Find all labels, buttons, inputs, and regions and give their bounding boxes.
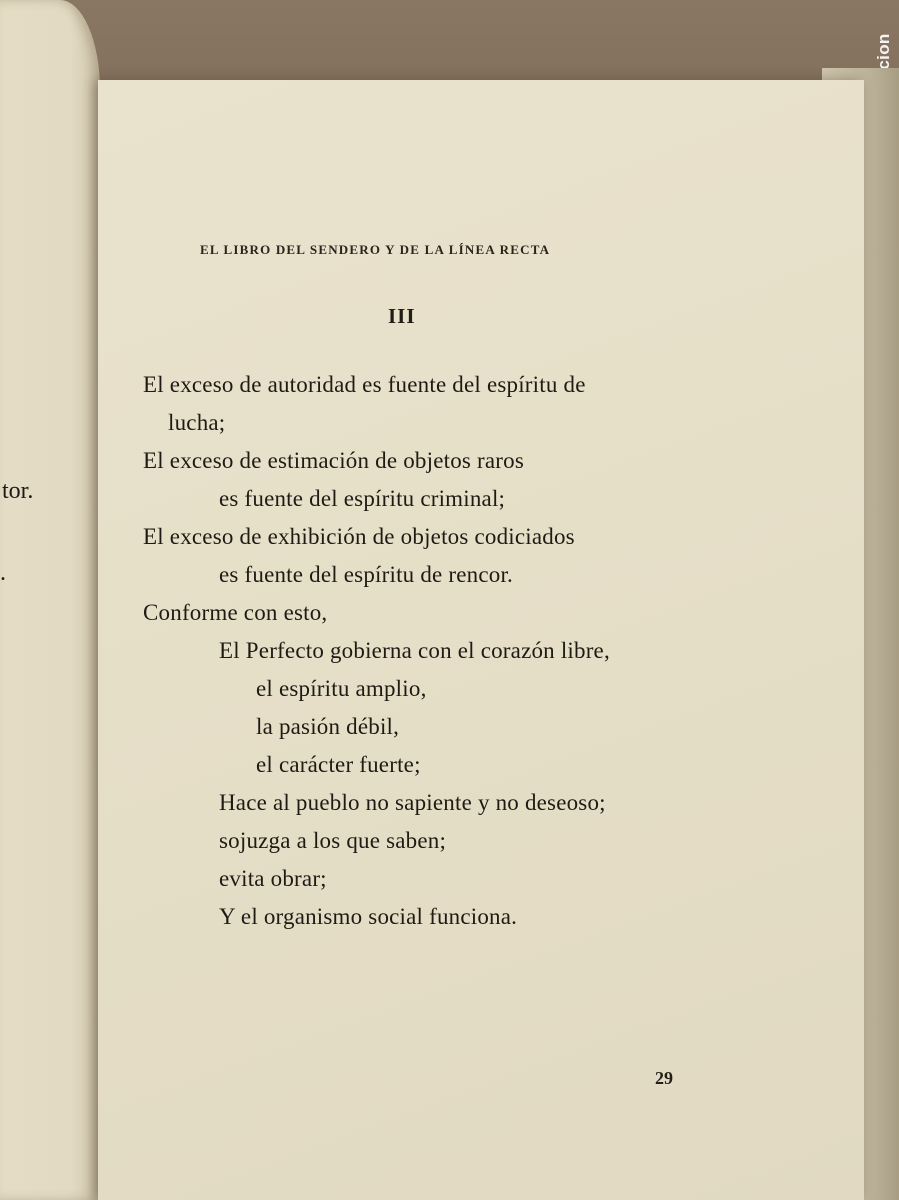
text-line: lucha;	[168, 410, 226, 435]
chapter-heading: III	[388, 304, 416, 328]
running-head: EL LIBRO DEL SENDERO Y DE LA LÍNEA RECTA	[200, 242, 551, 257]
page-number: 29	[655, 1068, 673, 1088]
text-line: El exceso de estimación de objetos raros	[143, 448, 524, 473]
text-line: evita obrar;	[219, 866, 327, 891]
text-line: Conforme con esto,	[143, 600, 328, 625]
left-page-fragment: tor.	[2, 478, 34, 504]
text-line: es fuente del espíritu criminal;	[219, 486, 506, 511]
left-page	[0, 0, 100, 1200]
text-line: sojuzga a los que saben;	[219, 828, 447, 853]
text-line: el espíritu amplio,	[256, 676, 427, 701]
text-line: el carácter fuerte;	[256, 752, 421, 777]
text-line: Y el organismo social funciona.	[219, 904, 518, 929]
text-line: El exceso de autoridad es fuente del espíritu de	[143, 372, 586, 397]
text-line: Hace al pueblo no sapiente y no deseoso;	[219, 790, 606, 815]
text-line: El exceso de exhibición de objetos codiciados	[143, 524, 575, 549]
text-line: es fuente del espíritu de rencor.	[219, 562, 513, 587]
text-line: la pasión débil,	[256, 714, 400, 739]
text-line: El Perfecto gobierna con el corazón libre,	[219, 638, 610, 663]
left-page-fragment: .	[0, 560, 6, 586]
